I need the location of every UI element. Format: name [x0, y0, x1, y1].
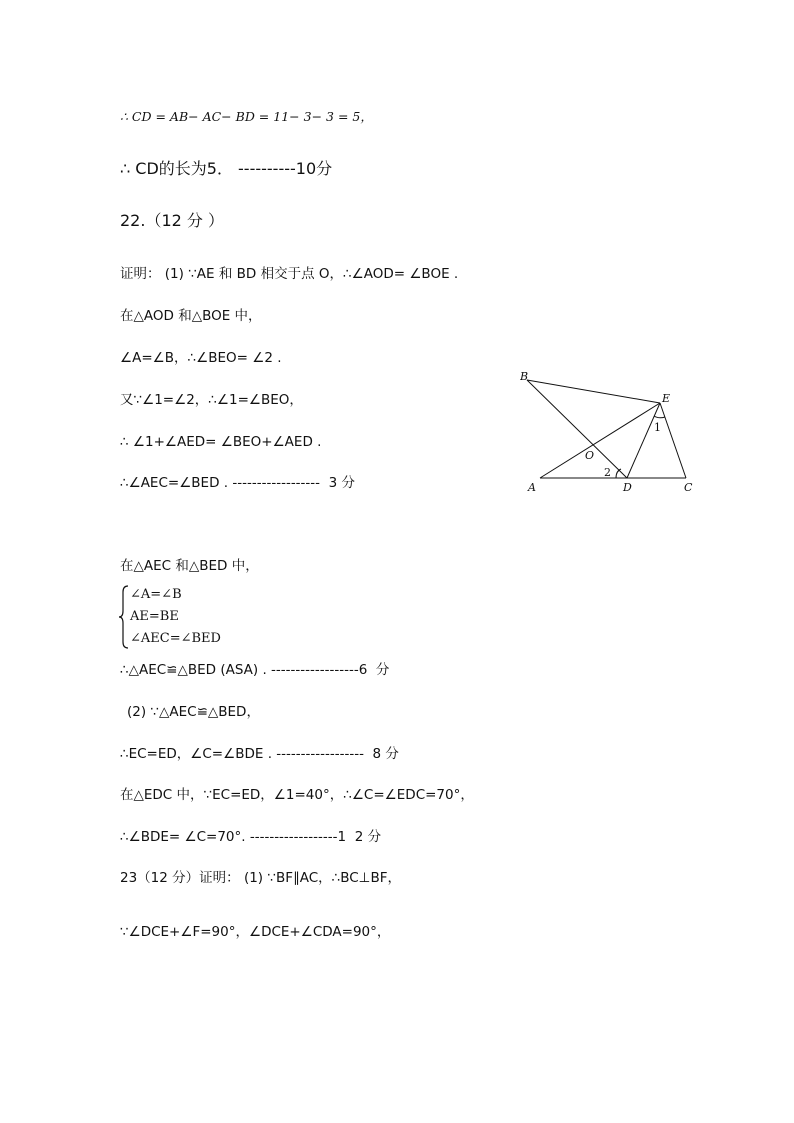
proof-line-4: 又∵∠1=∠2，∴∠1=∠BEO， [120, 392, 303, 408]
label-b: B [520, 370, 529, 383]
system-line-1: ∠A=∠B [130, 587, 182, 602]
proof-line-1: 证明： (1) ∵AE 和 BD 相交于点 O，∴∠AOD= ∠BOE . [120, 266, 459, 282]
label-angle-2: 2 [604, 466, 611, 479]
proof-line-9: (2) ∵△AEC≌△BED， [127, 704, 260, 720]
proof-line-8: ∴△AEC≌△BED (ASA) . ------------------6 分 [120, 662, 390, 678]
segment-de [627, 403, 660, 478]
question-23-line: 23（12 分）证明： (1) ∵BF∥AC，∴BC⊥BF， [120, 870, 401, 886]
label-o: O [585, 449, 595, 462]
label-e: E [662, 392, 671, 405]
brace-icon [118, 584, 130, 650]
system-line-3: ∠AEC=∠BED [130, 631, 221, 646]
equation-system [118, 584, 278, 650]
label-a: A [528, 481, 536, 494]
segment-ec [660, 403, 686, 478]
proof-line-3: ∠A=∠B，∴∠BEO= ∠2 . [120, 350, 282, 366]
proof-line-13: ∵∠DCE+∠F=90°，∠DCE+∠CDA=90°， [120, 924, 391, 940]
angle-2-arc [616, 469, 621, 478]
proof-line-12: ∴∠BDE= ∠C=70°. ------------------1 2 分 [120, 829, 382, 845]
proof-line-5: ∴ ∠1+∠AED= ∠BEO+∠AED . [120, 434, 322, 450]
proof-line-6: ∴∠AEC=∠BED . ------------------ 3 分 [120, 475, 356, 491]
proof-line-7: 在△AEC 和△BED 中， [120, 558, 259, 574]
label-d: D [623, 481, 632, 494]
geometry-figure [520, 365, 700, 500]
line-cd-result: ∴ CD的长为5． ----------10分 [120, 159, 333, 178]
proof-line-10: ∴EC=ED，∠C=∠BDE . ------------------ 8 分 [120, 746, 399, 762]
proof-line-11: 在△EDC 中，∵EC=ED，∠1=40°，∴∠C=∠EDC=70°， [120, 787, 474, 803]
proof-line-2: 在△AOD 和△BOE 中， [120, 308, 262, 324]
system-line-2: AE=BE [130, 609, 179, 624]
label-c: C [684, 481, 693, 494]
label-angle-1: 1 [654, 421, 661, 434]
line-cd-calc: ∴ CD = AB− AC− BD = 11− 3− 3 = 5， [120, 109, 373, 124]
question-22-header: 22.（12 分 ） [120, 211, 224, 230]
segment-ae [540, 403, 660, 478]
angle-1-arc [654, 416, 665, 418]
